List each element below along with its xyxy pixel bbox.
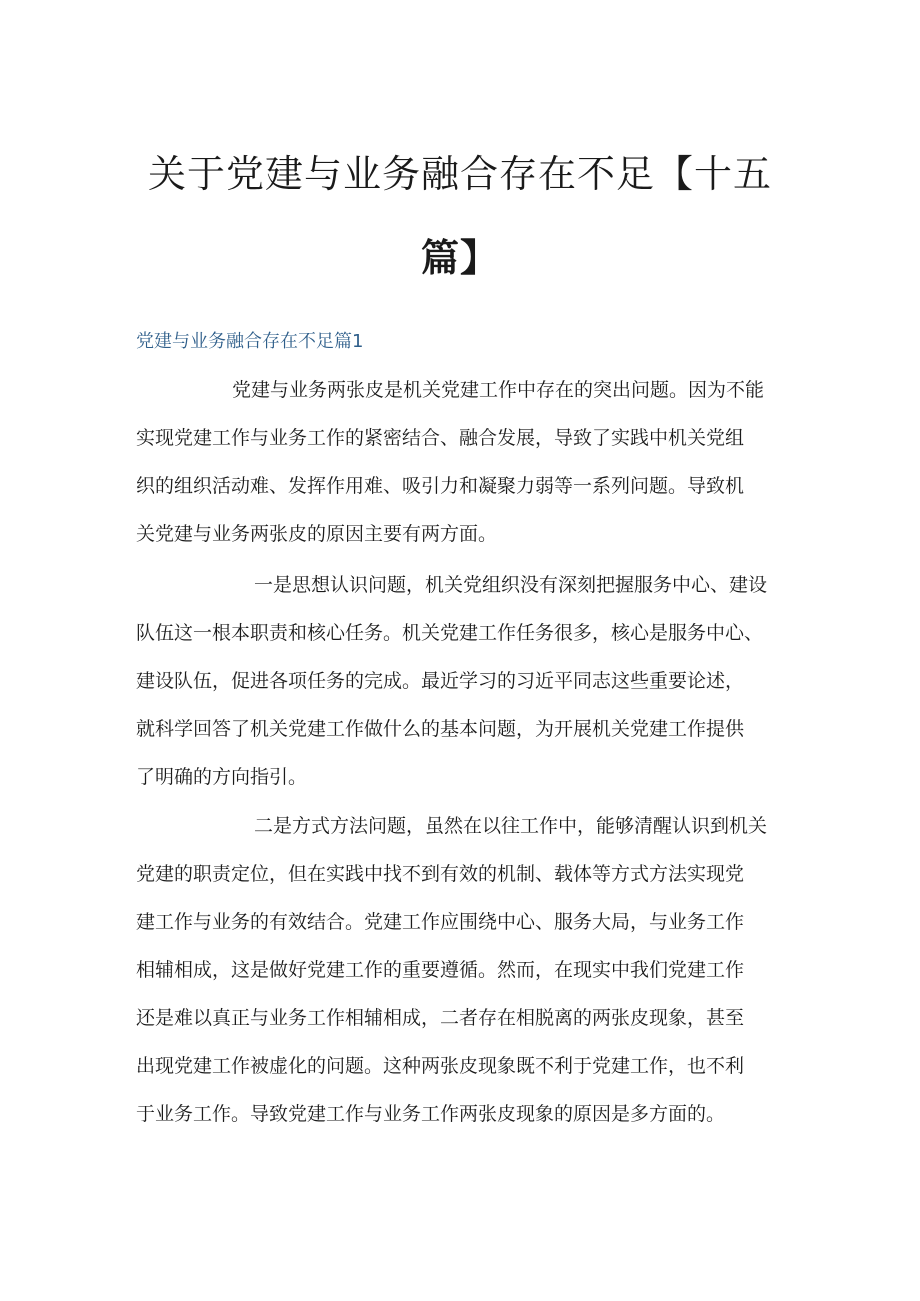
paragraph-line: 实现党建工作与业务工作的紧密结合、融合发展，导致了实践中机关党组 — [136, 427, 745, 449]
paragraph-line: 党建与业务两张皮是机关党建工作中存在的突出问题。因为不能 — [232, 379, 765, 401]
document-title-line-1: 关于党建与业务融合存在不足【十五 — [147, 152, 772, 196]
paragraph-line: 关党建与业务两张皮的原因主要有两方面。 — [136, 523, 498, 545]
paragraph-line: 还是难以真正与业务工作相辅相成，二者存在相脱离的两张皮现象，甚至 — [136, 1007, 745, 1029]
paragraph-line: 了明确的方向指引。 — [136, 766, 308, 788]
document-title-line-2: 篇】 — [420, 235, 499, 280]
paragraph-line: 党建的职责定位，但在实践中找不到有效的机制、载体等方式方法实现党 — [136, 863, 745, 885]
paragraph-line: 就科学回答了机关党建工作做什么的基本问题，为开展机关党建工作提供 — [136, 718, 745, 740]
paragraph-2 — [136, 561, 767, 801]
paragraph-line: 建工作与业务的有效结合。党建工作应围绕中心、服务大局，与业务工作 — [136, 911, 745, 933]
paragraph-line: 队伍这一根本职责和核心任务。机关党建工作任务很多，核心是服务中心、 — [136, 622, 764, 644]
paragraph-line: 一是思想认识问题，机关党组织没有深刻把握服务中心、建设 — [254, 574, 768, 596]
paragraph-line: 相辅相成，这是做好党建工作的重要遵循。然而，在现实中我们党建工作 — [136, 959, 745, 981]
paragraph-line: 于业务工作。导致党建工作与业务工作两张皮现象的原因是多方面的。 — [136, 1103, 726, 1125]
paragraph-line: 织的组织活动难、发挥作用难、吸引力和凝聚力弱等一系列问题。导致机 — [136, 475, 745, 497]
paragraph-line: 出现党建工作被虚化的问题。这种两张皮现象既不利于党建工作，也不利 — [136, 1055, 745, 1077]
paragraph-line: 二是方式方法问题，虽然在以往工作中，能够清醒认识到机关 — [254, 815, 768, 837]
section-heading: 党建与业务融合存在不足篇1 — [136, 331, 364, 352]
paragraph-1 — [136, 366, 764, 558]
paragraph-line: 建设队伍，促进各项任务的完成。最近学习的习近平同志这些重要论述， — [136, 670, 745, 692]
paragraph-3 — [136, 802, 767, 1138]
